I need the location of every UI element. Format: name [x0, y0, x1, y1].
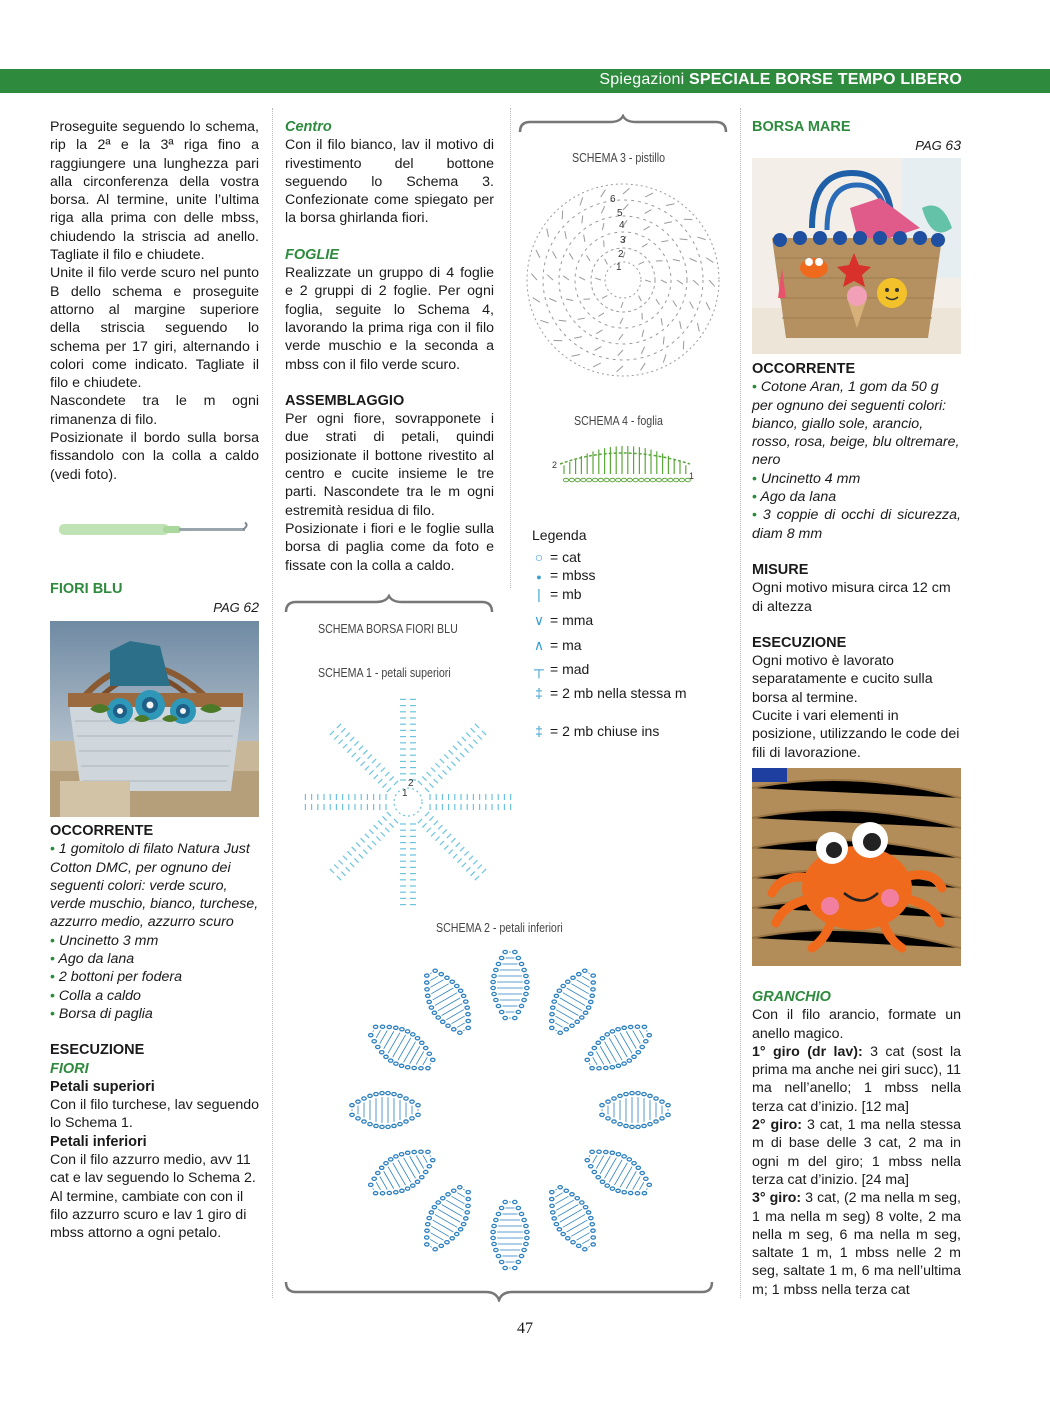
- row-number: 1: [689, 471, 695, 481]
- row-number: 5: [617, 208, 623, 219]
- column-2: [285, 118, 494, 575]
- schema-1-title: SCHEMA 1 - petali superiori: [318, 665, 451, 680]
- legend-item: ● = mbss: [536, 567, 596, 583]
- granchio-section: [752, 988, 961, 1299]
- occorrente-title: OCCORRENTE: [752, 361, 856, 377]
- list-item: • Borsa di paglia: [50, 1005, 153, 1022]
- fiori-subtitle: FIORI: [50, 1060, 89, 1077]
- list-item: • Uncinetto 3 mm: [50, 932, 159, 949]
- paragraph: 1° giro (dr lav): 3 cat (sost la prima ma anche nei giri succ), 11 ma nell’anello; 1 mbss nella terza cat d’inizio. [12 ma]: [752, 1043, 961, 1115]
- borsa-mare-photo: [752, 158, 961, 354]
- occorrente-title: OCCORRENTE: [50, 823, 154, 839]
- section-header: [599, 71, 962, 89]
- borsa-mare-heading: [752, 118, 961, 156]
- legend-item: | = mb: [537, 586, 582, 602]
- esecuzione-title: ESECUZIONE: [752, 634, 847, 651]
- fiori-blu-bag-photo: [50, 621, 259, 817]
- petali-superiori-title: Petali superiori: [50, 1078, 155, 1095]
- paragraph: Realizzate un gruppo di 4 foglie e 2 gruppi di 2 foglie. Per ogni foglia, seguite lo Schema 4, lavorando la prima riga con il filo verde muschio e la seconda a mbss con il filo verde scuro.: [285, 265, 494, 373]
- page-number: 47: [517, 1320, 533, 1337]
- list-item: • Ago da lana: [50, 951, 135, 968]
- column-divider: [272, 108, 273, 1298]
- column-divider: [740, 108, 741, 1298]
- paragraph: Posizionate il bordo sulla borsa fissandolo con la colla a caldo (vedi foto).: [50, 430, 259, 483]
- paragraph: Nascondete tra le m ogni rimanenza di filo.: [50, 393, 259, 428]
- row-number: 2: [618, 249, 624, 260]
- schema-3-title: SCHEMA 3 - pistillo: [572, 150, 666, 165]
- header-title: SPECIALE BORSE TEMPO LIBERO: [689, 71, 962, 88]
- paragraph: Ogni motivo misura circa 12 cm di altezza: [752, 580, 951, 615]
- paragraph: Cucite i vari elementi in posizione, utilizzando le code dei fili di lavorazione.: [752, 708, 960, 761]
- paragraph: Con il filo turchese, lav seguendo lo Schema 1.: [50, 1097, 259, 1132]
- brace-decoration: [284, 1278, 714, 1302]
- borsa-mare-body: [752, 360, 961, 762]
- paragraph: Per ogni fiore, sovrapponete i due strati di petali, quindi posizionate il bottone rivestito al centro e cucite insieme le tre parti. Nascondete tra le m ogni estremità residua di filo.: [285, 411, 494, 519]
- list-item: • Ago da lana: [752, 489, 837, 506]
- schema-2-title: SCHEMA 2 - petali inferiori: [436, 920, 563, 935]
- fiori-blu-body: [50, 822, 259, 1243]
- paragraph: 3° giro: 3 cat, (2 ma nella m seg, 1 ma nella m seg) 8 volte, 2 ma nella m seg, 6 ma nella m seg, saltate 1 m, 1 mbss nelle 2 m seg, saltate 1 m, 6 ma nell’ultima m; 1 mbss nella terza cat: [752, 1190, 961, 1298]
- granchio-photo: [752, 768, 961, 966]
- legend: [528, 526, 738, 741]
- paragraph: Al termine, cambiate con con il filo azzurro scuro e lav 1 giro di mbss attorno a ogni petalo.: [50, 1188, 247, 1242]
- row-number: 2: [552, 460, 558, 470]
- legend-title: Legenda: [532, 527, 587, 543]
- brace-decoration: [518, 114, 728, 136]
- schema-1-diagram: [280, 690, 530, 920]
- assemblaggio-title: ASSEMBLAGGIO: [285, 392, 405, 409]
- petali-inferiori-title: Petali inferiori: [50, 1133, 147, 1150]
- page-ref: PAG 62: [213, 599, 259, 616]
- column-divider: [510, 108, 511, 588]
- row-number: 1: [616, 262, 622, 273]
- paragraph: 2° giro: 3 cat, 1 ma nella stessa m di base delle 3 cat, 2 ma in ogni m del giro; 1 mbss nella terza cat d’inizio. [24 ma]: [752, 1117, 961, 1188]
- list-item: • 1 gomitolo di filato Natura Just Cotton DMC, per ognuno dei seguenti colori: verde scuro, verde muschio, bianco, turchese, azzurro medio, azzurro scuro: [50, 841, 259, 931]
- paragraph: Con il filo bianco, lav il motivo di rivestimento del bottone seguendo lo Schema 3. Confezionate come spiegato per la borsa ghirlanda fiori.: [285, 137, 494, 227]
- list-item: • Colla a caldo: [50, 987, 141, 1004]
- granchio-title: GRANCHIO: [752, 989, 831, 1005]
- paragraph: Posizionate i fiori e le foglie sulla borsa di paglia come da foto e fissate con la colla a caldo.: [285, 520, 494, 574]
- paragraph: Con il filo arancio, formate un anello magico.: [752, 1007, 961, 1042]
- esecuzione-title: ESECUZIONE: [50, 1042, 145, 1059]
- legend-item: ‡ = 2 mb nella stessa m: [535, 685, 687, 701]
- paragraph: Proseguite seguendo lo schema, rip la 2ª e la 3ª riga fino a raggiungere una lunghezza pari alla circonferenza della vostra borsa. Al termine, unite l’ultima riga alla prima con delle mbss, chiudendo la striscia ad anello. Tagliate il filo e chiudete.: [50, 119, 259, 264]
- brace-decoration: [284, 594, 494, 616]
- list-item: • Uncinetto 4 mm: [752, 470, 861, 487]
- schema-4-title: SCHEMA 4 - foglia: [574, 413, 663, 428]
- header-prefix: Spiegazioni: [599, 71, 685, 88]
- paragraph: Ogni motivo è lavorato separatamente e cucito sulla borsa al termine.: [752, 653, 933, 706]
- list-item: • Cotone Aran, 1 gom da 50 g per ognuno dei seguenti colori: bianco, giallo sole, arancio, rosso, rosa, beige, blu oltremare, nero: [752, 379, 960, 469]
- centro-title: Centro: [285, 119, 332, 135]
- legend-item: ∧ = ma: [533, 637, 582, 653]
- fiori-blu-heading: [50, 580, 259, 618]
- list-item: • 2 bottoni per fodera: [50, 969, 182, 986]
- paragraph: Con il filo azzurro medio, avv 11 cat e lav seguendo lo Schema 2.: [50, 1152, 256, 1187]
- row-number: 1: [402, 788, 408, 799]
- column-1: [50, 118, 259, 484]
- schema-3-diagram: [518, 170, 728, 380]
- section-title: FIORI BLU: [50, 581, 123, 597]
- row-number: 3: [620, 235, 626, 246]
- page-ref: PAG 63: [915, 137, 961, 154]
- misure-title: MISURE: [752, 561, 809, 578]
- section-title: BORSA MARE: [752, 119, 851, 135]
- schema-2-diagram: [340, 940, 680, 1280]
- legend-item: ‡ = 2 mb chiuse ins: [535, 723, 660, 739]
- foglie-title: FOGLIE: [285, 246, 339, 263]
- crochet-hook-illustration: [55, 518, 255, 542]
- legend-item: ┬ = mad: [534, 661, 590, 677]
- legend-item: ∨ = mma: [533, 612, 594, 628]
- schema-borsa-title: SCHEMA BORSA FIORI BLU: [318, 621, 458, 636]
- list-item: • 3 coppie di occhi di sicurezza, diam 8 mm: [752, 507, 961, 542]
- legend-item: ○ = cat: [534, 549, 581, 565]
- schema-4-diagram: [548, 440, 698, 490]
- row-number: 2: [408, 778, 414, 789]
- paragraph: Unite il filo verde scuro nel punto B dello schema e proseguite attorno al margine superiore della striscia seguendo lo schema per 17 giri, alternando i colori come indicato. Tagliate il filo e chiudete.: [50, 265, 259, 392]
- row-number: 4: [619, 220, 625, 231]
- row-number: 6: [610, 194, 616, 205]
